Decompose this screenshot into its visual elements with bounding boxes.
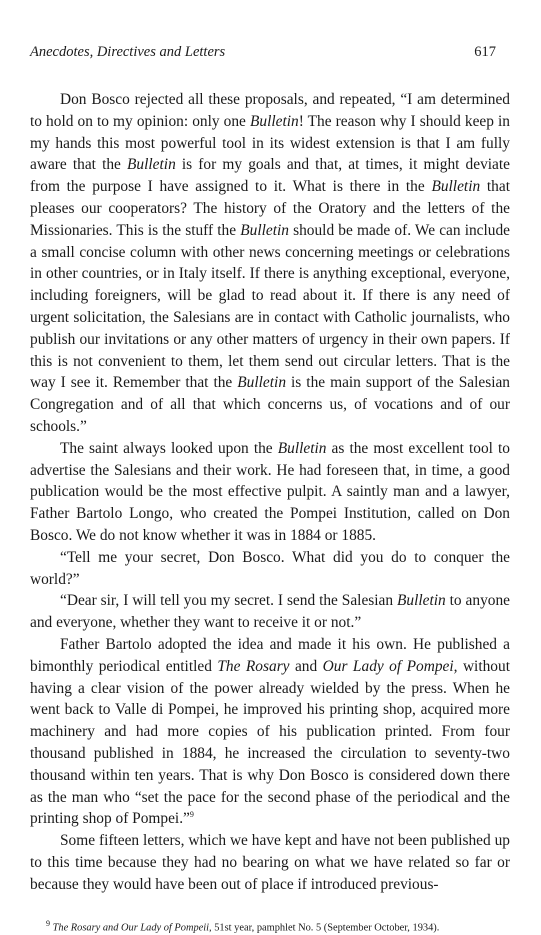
body-text <box>30 89 510 895</box>
italic-run: The Rosary <box>217 657 290 675</box>
text-run: ! The reason why I should keep in my hands this most powerful tool in its widest extension is that I am fully aware that the <box>30 112 510 174</box>
running-header <box>30 44 510 61</box>
footnote-reference[interactable]: 9 <box>189 810 194 820</box>
footnote <box>30 917 510 934</box>
text-run: and <box>289 657 323 675</box>
text-run: is for my goals and that, at times, it might deviate from the purpose I have assigned to it. What is there in the <box>30 156 510 196</box>
paragraph-3: “Tell me your secret, Don Bosco. What did you do to conquer the world?” <box>30 548 510 588</box>
text-run: “Dear sir, I will tell you my secret. I send the Salesian <box>60 592 397 610</box>
footnote-text: 51st year, pamphlet No. 5 (September October, 1934). <box>211 922 440 934</box>
footnote-number: 9 <box>46 919 50 929</box>
page-number: 617 <box>474 44 496 60</box>
text-run: without having a clear vision of the power already wielded by the press. When he went back to Valle di Pompei, he improved his printing shop, acquired more machinery and had more copies of his publication printed. From four thousand published in 1884, he increased the circulation to seventy-two thousand within ten years. That is why Don Bosco is considered down there as the man who “set the pace for the second phase of the periodical and the printing shop of Pompei.” <box>30 657 510 828</box>
running-title: Anecdotes, Directives and Letters <box>30 44 226 60</box>
text-run: The saint always looked upon the <box>60 439 278 457</box>
text-run: to anyone and everyone, whether they want to receive it or not.” <box>30 592 510 632</box>
paragraph-5 <box>30 634 510 830</box>
italic-run: Bulletin <box>431 178 481 196</box>
italic-run: Bulletin <box>249 112 299 130</box>
text-run: should be made of. We can include a small concise column with other news concerning meetings or celebrations in other countries, or in Italy itself. If there is anything exceptional, everyone, including foreigners, will be glad to read about it. If there is any need of urgent solicitation, the Salesians are in contact with Catholic journalists, who publish our invitations or any other matters of urgency in their own papers. If this is not convenient to them, let them send out circular letters. That is the way I see it. Remember that the <box>30 221 510 392</box>
italic-run: Bulletin <box>397 592 446 610</box>
paragraph-2 <box>30 438 510 547</box>
italic-run: Bulletin <box>237 374 287 392</box>
text-run: is the main support of the Salesian Congregation and of all that which concerns us, of vocations and of our schools.” <box>30 374 510 435</box>
italic-run: Bulletin <box>127 156 176 174</box>
italic-run: Our Lady of Pompei, <box>322 657 458 675</box>
text-run: Father Bartolo adopted the idea and made it his own. He published a bimonthly periodical entitled <box>30 635 510 675</box>
italic-run: Bulletin <box>240 221 289 239</box>
paragraph-1 <box>30 89 510 438</box>
paragraph-4 <box>30 590 510 634</box>
paragraph-6: Some fifteen letters, which we have kept and have not been published up to this time because they had no bearing on what we have related so far or because they would have been out of place if introduced previous- <box>30 832 510 893</box>
text-run: that pleases our cooperators? The history of the Oratory and the letters of the Missionaries. This is the stuff the <box>30 178 510 239</box>
document-page <box>30 44 510 935</box>
text-run: as the most excellent tool to advertise the Salesians and their work. He had foreseen that, in time, a good publication would be the most effective pulpit. A saintly man and a lawyer, Father Bartolo Longo, who created the Pompei Institution, called on Don Bosco. We do not know whether it was in 1884 or 1885. <box>30 439 510 544</box>
text-run: Don Bosco rejected all these proposals, and repeated, “I am determined to hold on to my opinion: only one <box>30 91 510 130</box>
italic-run: Bulletin <box>277 439 327 457</box>
footnote-italic: The Rosary and Our Lady of Pompeii, <box>52 922 212 934</box>
